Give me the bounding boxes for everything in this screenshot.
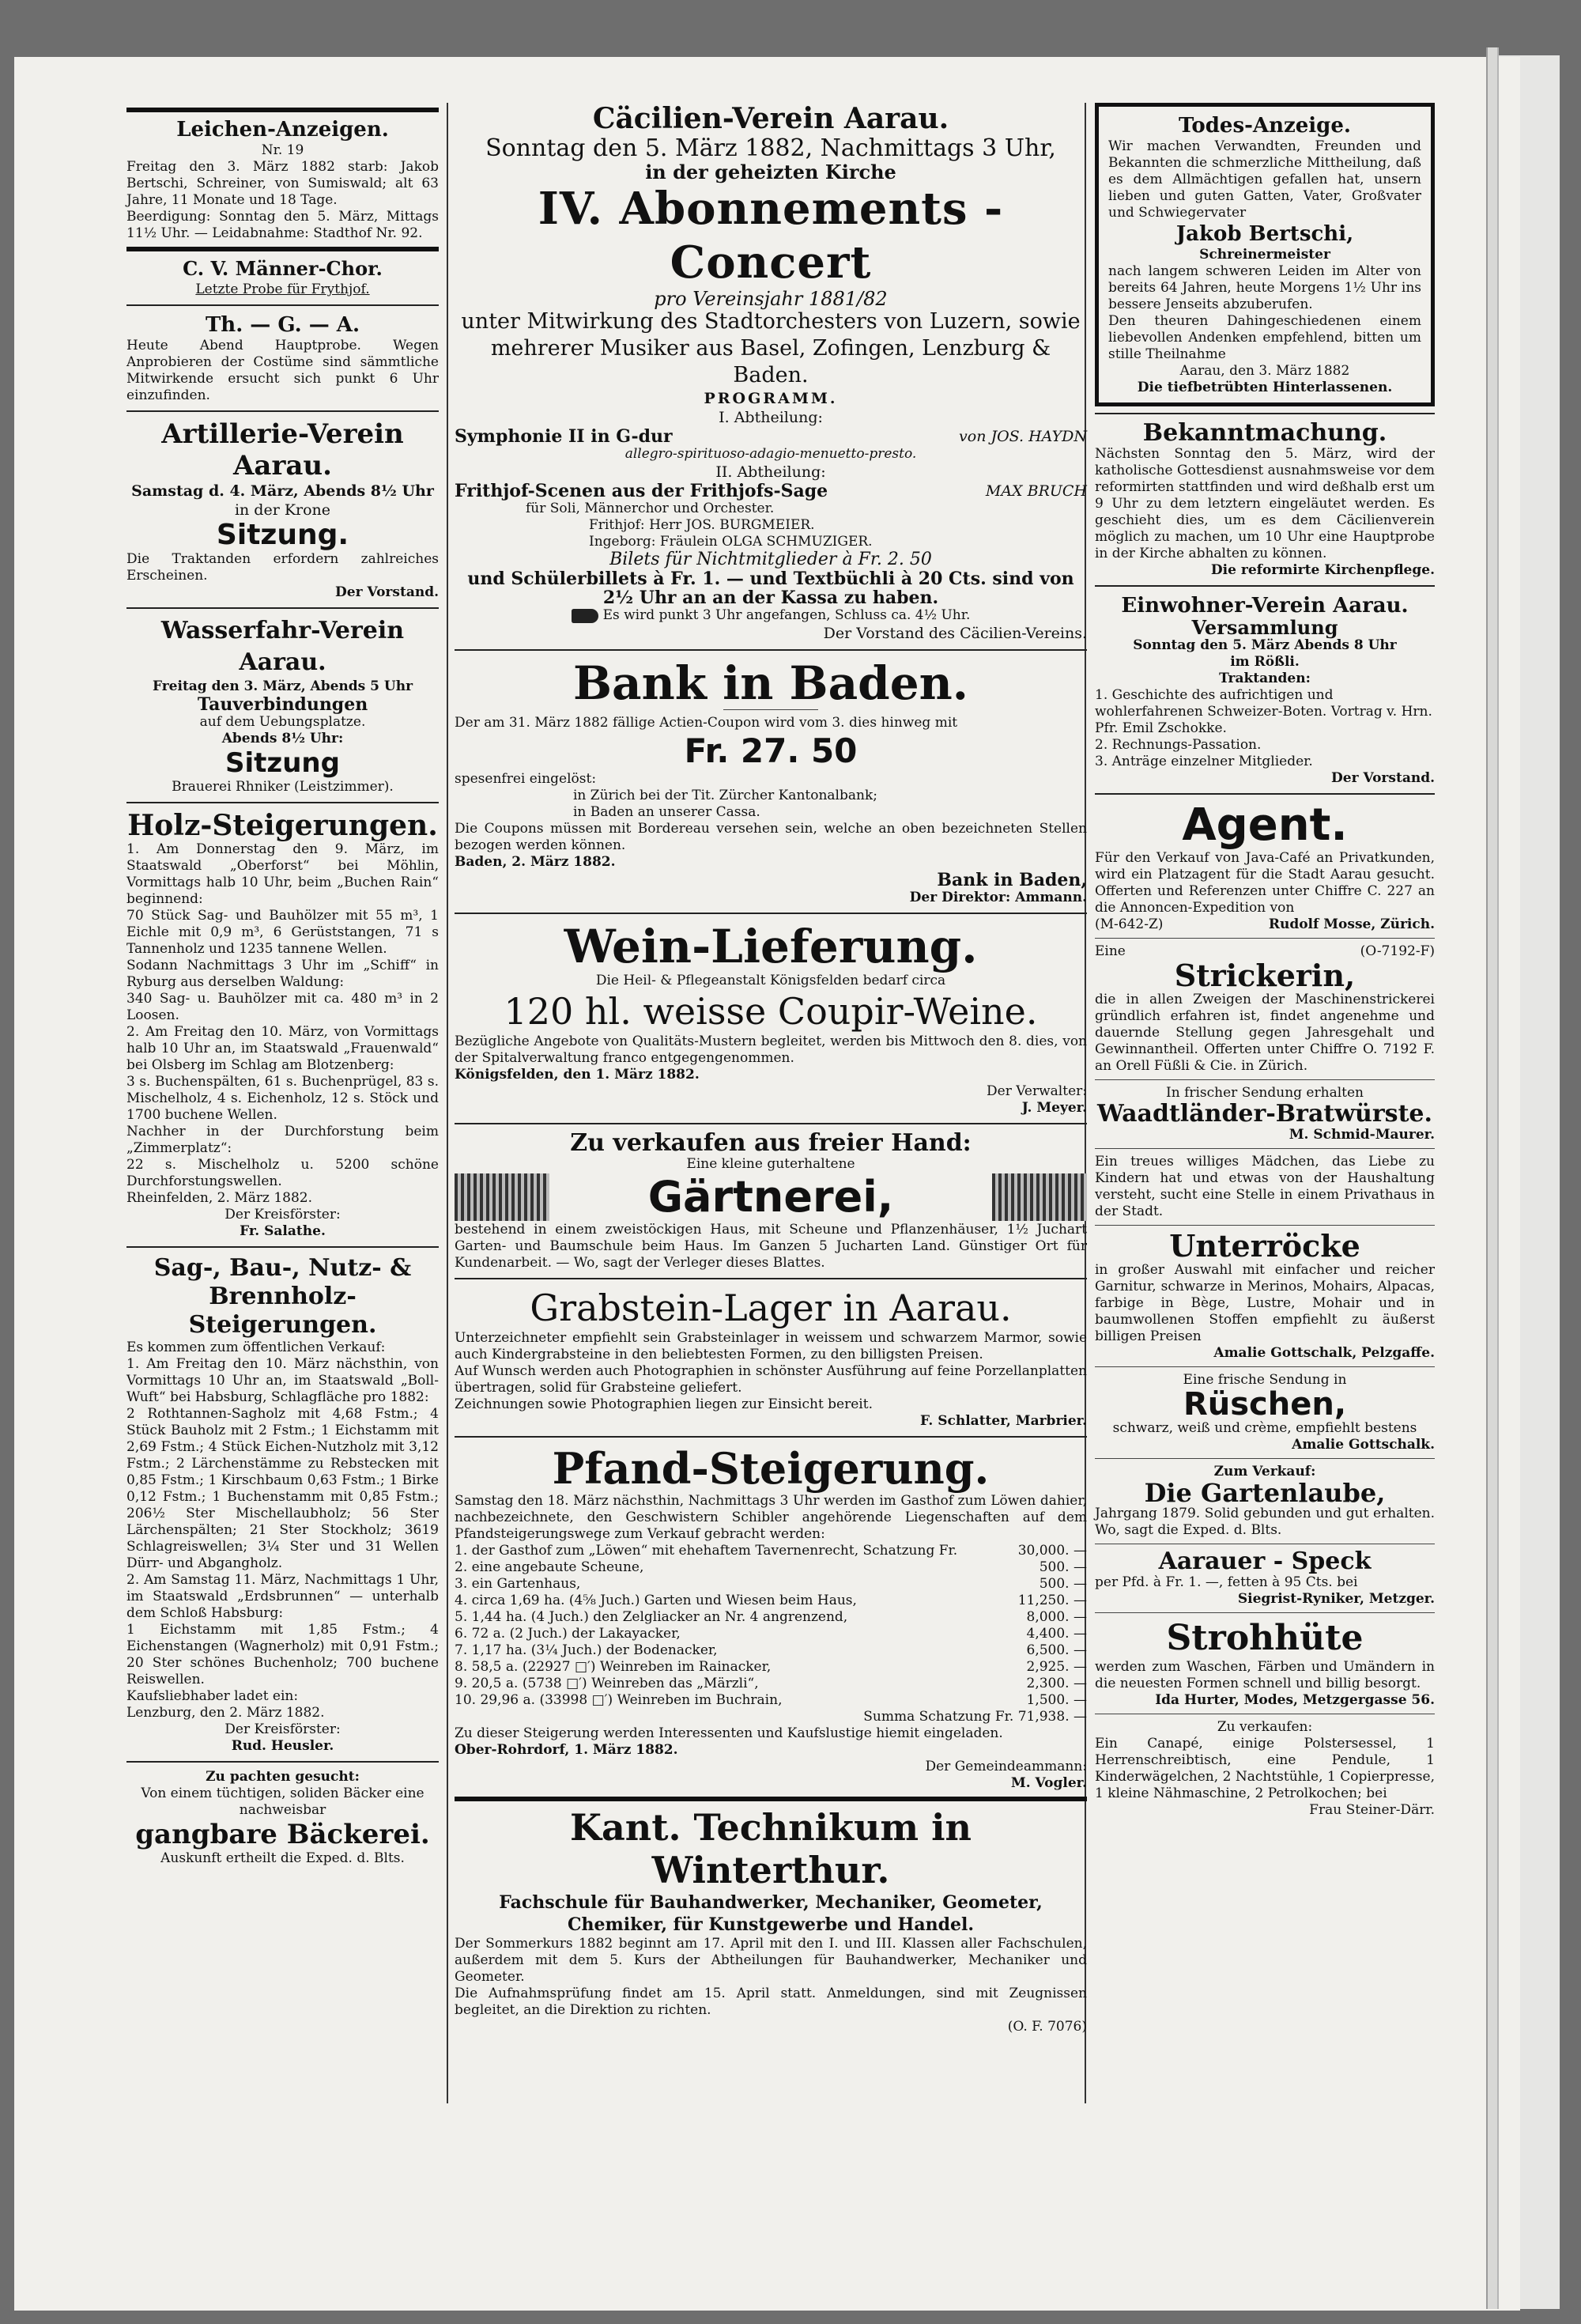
pfand-item-text: 9. 20,5 a. (5738 □′) Weinreben das „Märzli“, [455,1676,759,1691]
garten-title: Die Gartenlaube, [1144,1478,1386,1508]
pfand-item-value: 4,400. — [1026,1626,1087,1642]
holz-sig2: Fr. Salathe. [240,1223,326,1239]
pfand-item-value: 30,000. — [1017,1543,1087,1559]
unter-body: in großer Auswahl mit einfacher und reicher Garnitur, schwarze in Merinos, Mohairs, Alpacas, farbige in Bège, Lustre, Mohair und in baumwollenen Stoffen empfiehlt zu äußerst billigen Preisen [1095,1262,1435,1344]
pacht-foot: Auskunft ertheilt die Exped. d. Blts. [160,1850,405,1866]
caec-line1: Sonntag den 5. März 1882, Nachmittags 3 Uhr, [485,134,1056,162]
einw-t3: 3. Anträge einzelner Mitglieder. [1095,754,1313,769]
leichen-nr: Nr. 19 [261,142,304,158]
artillerie-sig: Der Vorstand. [335,584,439,600]
tech-body: Der Sommerkurs 1882 beginnt am 17. April mit den I. und III. Klassen aller Fachschulen, außerdem mit dem 5. Kurs der Abtheilungen für Bauhandwerker, Mechaniker und Geometer. [455,1936,1087,1985]
mad-body: Ein treues williges Mädchen, das Liebe zu Kindern hat und etwas von der Haushaltung versteht, sucht eine Stelle in einem Privathaus in der Stadt. [1095,1154,1435,1219]
grab-body2: Auf Wunsch werden auch Photographien in schönster Ausführung auf feine Porzellanplatten übertragen, solid für Grabsteine geliefert. [455,1363,1087,1396]
pfand-item-text: 4. circa 1,69 ha. (4⅝ Juch.) Garten und Wiesen beim Haus, [455,1593,857,1608]
tech-sub: Fachschule für Bauhandwerker, Mechaniker, Geometer, Chemiker, für Kunstgewerbe und Handel. [499,1892,1043,1935]
artillerie-sitzung: Sitzung. [216,519,349,551]
speck-sig: Siegrist-Ryniker, Metzger. [1237,1591,1435,1607]
pfand-item [455,1543,1087,1559]
sag-p2: 1. Am Freitag den 10. März nächsthin, von Vormittags 10 Uhr an, im Staatswald „Boll-Wuft“ bei Habsburg, Schlagfläche pro 1882: [126,1356,439,1405]
caec-abt2: II. Abtheilung: [715,463,826,481]
verk-title: Zu verkaufen: [1217,1719,1313,1735]
bank-title: Bank in Baden. [573,656,968,710]
todes-body: Wir machen Verwandten, Freunden und Bekannten die schmerzliche Mittheilung, daß es dem Allmächtigen gefallen hat, unsern lieben und guten Gatten, Vater, Großvater und Schwiegervater [1108,138,1421,221]
wurst-title: Waadtländer-Bratwürste. [1097,1100,1432,1128]
agent-body: Für den Verkauf von Java-Café an Privatkunden, wird ein Platzagent für die Stadt Aarau gesucht. Offerten und Referenzen unter Chiffre C. 227 an die Annoncen-Expedition von [1095,850,1435,916]
caec-solo2: Ingeborg: Fräulein OLGA SCHMUZIGER. [589,534,873,550]
garten-pre: Zum Verkauf: [1213,1464,1316,1479]
pfand-item-value: 2,300. — [1026,1676,1087,1691]
pfand-p2: Zu dieser Steigerung werden Interessenten und Kaufslustige hiemit eingeladen. [455,1725,1003,1741]
pfand-item [455,1676,1087,1692]
todes-sig: Die tiefbetrübten Hinterlassenen. [1137,380,1393,395]
wurst-sig: M. Schmid-Maurer. [1289,1127,1435,1143]
pfand-item-text: 3. ein Gartenhaus, [455,1576,581,1592]
wasser-line3: auf dem Uebungsplatze. [199,714,366,730]
wurst-pre: In frischer Sendung erhalten [1166,1085,1364,1101]
pfand-item-value: 8,000. — [1026,1609,1087,1625]
pfand-p1: Samstag den 18. März nächsthin, Nachmittags 3 Uhr werden im Gasthof zum Löwen dahier, nachbezeichnete, den Geschwistern Schibler angehörende Liegenschaften auf dem Pfandsteigerungswege zum Verkauf gebracht werden: [455,1493,1087,1542]
leichen-body: Freitag den 3. März 1882 starb: Jakob Bertschi, Schreiner, von Sumiswald; alt 63 Jahre, 11 Monate und 18 Tage. [126,159,439,208]
artillerie-line1: Samstag d. 4. März, Abends 8½ Uhr [131,482,434,500]
leichen-burial: Beerdigung: Sonntag den 5. März, Mittags 11½ Uhr. — Leidabnahme: Stadthof Nr. 92. [126,209,439,241]
wasser-line1: Freitag den 3. März, Abends 5 Uhr [152,678,413,694]
gaert-body: bestehend in einem zweistöckigen Haus, mit Scheune und Pflanzenhäuser, 1½ Juchart Garten- und Baumschule beim Haus. Im Ganzen 5 Jucharten Land. Günstiger Ort für Kundenarbeit. — Wo, sagt der Verleger dieses Blattes. [455,1222,1087,1271]
bank-sig1: Bank in Baden, [937,870,1087,890]
caec-line2: in der geheizten Kirche [645,161,896,183]
pfand-item [455,1642,1087,1659]
sag-sig2: Rud. Heusler. [231,1738,334,1754]
caec-symphonie: Symphonie II in G-dur [455,426,673,447]
bek-body: Nächsten Sonntag den 5. März, wird der katholische Gottesdienst ausnahmsweise vor dem reformirten stattfinden und wird deßhalb erst um 9 Uhr zu dem letztern eingeläutet werden. Es geschieht dies, um es dem Cäcilienverein möglich zu machen, um 10 Uhr eine Hauptprobe in der Kirche abhalten zu können. [1095,446,1435,561]
page-fold [1486,47,1499,2309]
leichen-title: Leichen-Anzeigen. [176,118,389,142]
sag-p4: 2. Am Samstag 11. März, Nachmittags 1 Uhr, im Staatswald „Erdsbrunnen“ — unterhalb dem Schloß Habsburg: [126,1572,439,1621]
artillerie-body: Die Traktanden erfordern zahlreiches Erscheinen. [126,551,439,584]
bank-amount: Fr. 27. 50 [684,731,858,770]
speck-body: per Pfd. à Fr. 1. —, fetten à 95 Cts. bei [1095,1574,1358,1590]
pfand-item-value: 2,925. — [1026,1659,1087,1675]
pacht-body: Von einem tüchtigen, soliden Bäcker eine nachweisbar [141,1786,424,1818]
caec-abt1: I. Abtheilung: [719,409,823,426]
holz-title: Holz-Steigerungen. [127,809,438,842]
holz-p8: 22 s. Mischelholz u. 5200 schöne Durchforstungswellen. [126,1157,439,1189]
pfand-item-value: 1,500. — [1026,1692,1087,1708]
stroh-body: werden zum Waschen, Färben und Umändern in die neuesten Formen schnell und billig besorgt. [1095,1659,1435,1691]
todes-name: Jakob Bertschi, [1175,222,1354,246]
caec-programm: PROGRAMM. [704,390,838,407]
todes-date: Aarau, den 3. März 1882 [1179,363,1350,379]
pfand-item-value: 500. — [1039,1559,1087,1575]
sag-p1: Es kommen zum öffentlichen Verkauf: [126,1340,386,1355]
pfand-item-value: 6,500. — [1026,1642,1087,1658]
greenhouse-illustration [992,1173,1087,1221]
holz-date: Rheinfelden, 2. März 1882. [126,1190,313,1206]
gaert-sub: Eine kleine guterhaltene [686,1156,855,1172]
strick-body: die in allen Zweigen der Maschinenstrickerei gründlich erfahren ist, findet angenehme und dauernde Stellung gegen Jahresgehalt und Gewinnantheil. Offerten unter Chiffre O. 7192 F. an Orell Füßli & Cie. in Zürich. [1095,992,1435,1074]
caec-sig: Der Vorstand des Cäcilien-Vereins. [823,625,1087,642]
pfand-item-text: 7. 1,17 ha. (3¼ Juch.) der Bodenacker, [455,1642,718,1658]
pacht-big: gangbare Bäckerei. [135,1819,430,1850]
wasser-title: Wasserfahr-Verein Aarau. [160,617,405,676]
todes-body2: nach langem schweren Leiden im Alter von bereits 64 Jahren, heute Morgens 1½ Uhr ins bessere Jenseits abzuberufen. [1108,263,1421,312]
einw-line: Sonntag den 5. März Abends 8 Uhr [1133,637,1397,653]
pfand-item [455,1692,1087,1709]
pfand-date: Ober-Rohrdorf, 1. März 1882. [455,1742,678,1758]
caec-bil2: und Schülerbillets à Fr. 1. — und Textbüchli à 20 Cts. sind von 2½ Uhr an an der Kassa zu haben. [467,569,1074,608]
pfand-item-text: 10. 29,96 a. (33998 □′) Weinreben im Buchrain, [455,1692,783,1708]
agent-sig: Rudolf Mosse, Zürich. [1268,916,1435,932]
pfand-item-value: 500. — [1039,1576,1087,1592]
bank-p1: Der am 31. März 1882 fällige Actien-Coupon wird vom 3. dies hinweg mit [455,715,958,731]
caec-bruch: MAX BRUCH [985,482,1087,500]
pfand-item-text: 6. 72 a. (2 Juch.) der Lakayacker, [455,1626,681,1642]
grab-sig: F. Schlatter, Marbrier. [920,1413,1087,1429]
garten-body: Jahrgang 1879. Solid gebunden und gut erhalten. Wo, sagt die Exped. d. Blts. [1095,1506,1435,1538]
todes-box [1095,103,1435,406]
strick-pre: Eine [1095,943,1126,959]
todes-body3: Den theuren Dahingeschiedenen einem liebevollen Andenken empfehlend, bitten um stille Theilnahme [1108,313,1421,362]
wasser-sitzung: Sitzung [225,747,340,779]
tech-title: Kant. Technikum in Winterthur. [569,1806,972,1891]
pfand-sum: Summa Schatzung Fr. 71,938. — [863,1709,1087,1725]
holz-p3: Sodann Nachmittags 3 Uhr im „Schiff“ in Ryburg aus derselben Waldung: [126,958,439,990]
unter-sig: Amalie Gottschalk, Pelzgaffe. [1213,1345,1435,1361]
pacht-title: Zu pachten gesucht: [206,1769,360,1785]
bank-p5: Die Coupons müssen mit Bordereau versehen sein, welche an oben bezeichneten Stellen bezogen werden können. [455,821,1087,853]
einw-sig: Der Vorstand. [1331,770,1435,786]
wein-p1: Die Heil- & Pflegeanstalt Königsfelden bedarf circa [595,973,946,988]
thga-body: Heute Abend Hauptprobe. Wegen Anprobieren der Costüme sind sämmtliche Mitwirkende ersucht sich punkt 6 Uhr einzufinden. [126,338,439,403]
column-right [1095,103,1435,1819]
gaert-big: Gärtnerei, [647,1172,894,1222]
caec-haydn: von JOS. HAYDN [959,428,1087,445]
artillerie-title: Artillerie-Verein Aarau. [161,418,404,482]
pfand-item-text: 8. 58,5 a. (22927 □′) Weinreben im Rainacker, [455,1659,772,1675]
grab-body: Unterzeichneter empfiehlt sein Grabsteinlager in weissem und schwarzem Marmor, sowie auch Kindergrabsteine in den beliebtesten Formen, zu den billigsten Preisen. [455,1330,1087,1362]
bank-p4: in Baden an unserer Cassa. [573,804,760,820]
agent-code: (M-642-Z) [1095,916,1164,932]
ruesch-sig: Amalie Gottschalk. [1292,1437,1435,1453]
einw-t1: 1. Geschichte des aufrichtigen und wohlerfahrenen Schweizer-Boten. Vortrag v. Hrn. Pfr. Emil Zschokke. [1095,687,1432,736]
speck-title: Aarauer - Speck [1158,1547,1372,1575]
pfand-item [455,1659,1087,1676]
pointing-hand-icon [572,609,598,623]
grab-title: Grabstein-Lager in Aarau. [530,1287,1012,1329]
wein-sig1: Der Verwalter: [987,1083,1087,1099]
wasser-line4: Abends 8½ Uhr: [221,731,344,746]
todes-role: Schreinermeister [1199,247,1330,263]
bank-sig2: Der Direktor: Ammann. [909,890,1087,905]
stroh-sig: Ida Hurter, Modes, Metzgergasse 56. [1155,1692,1435,1708]
sag-p3: 2 Rothtannen-Sagholz mit 4,68 Fstm.; 4 Stück Bauholz mit 2 Fstm.; 1 Eichstamm mit 2,69 Fstm.; 4 Stück Eichen-Nutzholz mit 3,12 Fstm.; 2 Lärchenstämme zu Rebstecken mit 0,85 Fstm.; 1 Kirschbaum 0,63 Fstm.; 1 Birke 0,12 Fstm.; 1 Buchenstamm mit 0,85 Fstm.; 206½ Ster Mischellaubholz; 56 Ster Lärchenspälten; 21 Ster Stockholz; 3619 Schlagreiswellen; 3¼ Ster und 31 Wellen Dürr- und Abgangholz. [126,1406,439,1571]
holz-p4: 340 Sag- u. Bauhölzer mit ca. 480 m³ in 2 Loosen. [126,991,439,1023]
caec-year: pro Vereinsjahr 1881/82 [654,288,888,310]
thga-title: Th. — G. — A. [205,313,360,337]
holz-p5: 2. Am Freitag den 10. März, von Vormittags halb 10 Uhr an, im Staatswald „Frauenwald“ bei Olsberg im Schlag am Blotzenberg: [126,1024,439,1073]
column-middle [455,103,1087,2035]
bank-date: Baden, 2. März 1882. [455,854,616,870]
wein-big: 120 hl. weisse Coupir-Weine. [504,990,1038,1033]
sag-sig1: Der Kreisförster: [225,1721,341,1737]
wein-date: Königsfelden, den 1. März 1882. [455,1067,700,1083]
column-rule-left [447,103,448,2103]
cv-body: Letzte Probe für Frythjof. [195,282,370,297]
pfand-item-value: 11,250. — [1017,1593,1087,1608]
wein-p2: Bezügliche Angebote von Qualitäts-Mustern begleitet, werden bis Mittwoch den 8. dies, von der Spitalverwaltung franco entgegengenommen. [455,1034,1087,1066]
wasser-line2: Tauverbindungen [197,694,368,715]
strick-title: Strickerin, [1174,958,1356,993]
caec-bil1: Bilets für Nichtmitglieder à Fr. 2. 50 [609,550,932,569]
holz-p7: Nachher in der Durchforstung beim „Zimmerplatz“: [126,1124,439,1156]
sag-date: Lenzburg, den 2. März 1882. [126,1705,325,1721]
ruesch-body: schwarz, weiß und crème, empfiehlt bestens [1112,1420,1417,1436]
einw-trak: Traktanden: [1219,671,1311,686]
todes-title: Todes-Anzeige. [1179,114,1351,138]
verk-sig: Frau Steiner-Därr. [1309,1802,1435,1818]
bank-p3: in Zürich bei der Tit. Zürcher Kantonalbank; [573,788,877,803]
stroh-title: Strohhüte [1166,1618,1364,1658]
caec-frith2: für Soli, Männerchor und Orchester. [526,501,775,516]
pfand-item [455,1576,1087,1593]
bek-sig: Die reformirte Kirchenpflege. [1210,562,1435,578]
pfand-sig2: M. Vogler. [1010,1775,1087,1791]
pfand-sig1: Der Gemeindeammann: [925,1759,1087,1774]
strick-code: (O-7192-F) [1360,943,1435,959]
unter-title: Unterröcke [1169,1228,1360,1264]
artillerie-line2: in der Krone [234,501,331,519]
sag-p5: 1 Eichstamm mit 1,85 Fstm.; 4 Eichenstangen (Wagnerholz) mit 0,91 Fstm.; 20 Ster schönes Buchenholz; 700 buchene Reiswellen. [126,1622,439,1687]
holz-p1: 1. Am Donnerstag den 9. März, im Staatswald „Oberforst“ bei Möhlin, Vormittags halb 10 Uhr, beim „Buchen Rain“ beginnend: [126,841,439,907]
holz-p6: 3 s. Buchenspälten, 61 s. Buchenprügel, 83 s. Mischelholz, 4 s. Eichenholz, 12 s. Stöck und 1700 buchene Wellen. [126,1074,439,1123]
caec-title: Cäcilien-Verein Aarau. [592,102,949,135]
grab-body3: Zeichnungen sowie Photographien liegen zur Einsicht bereit. [455,1396,873,1412]
cv-title: C. V. Männer-Chor. [183,257,383,280]
caec-line5: unter Mitwirkung des Stadtorchesters von Luzern, sowie mehrerer Musiker aus Basel, Zofingen, Lenzburg & Baden. [461,309,1081,387]
pfand-item-text: 5. 1,44 ha. (4 Juch.) den Zelgliacker an Nr. 4 angrenzend, [455,1609,848,1625]
wasser-line6: Brauerei Rhniker (Leistzimmer). [172,779,394,795]
tech-body2: Die Aufnahmsprüfung findet am 15. April statt. Anmeldungen, sind mit Zeugnissen begleitet, an die Direktion zu richten. [455,1986,1087,2018]
ruesch-title: Rüschen, [1183,1386,1347,1423]
holz-sig1: Der Kreisförster: [225,1207,341,1222]
einw-t2: 2. Rechnungs-Passation. [1095,737,1262,753]
tech-code: (O. F. 7076) [1007,2019,1087,2035]
gaert-title: Zu verkaufen aus freier Hand: [570,1129,972,1157]
sag-p6: Kaufsliebhaber ladet ein: [126,1688,299,1704]
column-left [126,103,439,1867]
pfand-title: Pfand-Steigerung. [552,1443,990,1494]
einw-sub: Versammlung [1191,616,1338,639]
pfand-item-text: 1. der Gasthof zum „Löwen“ mit ehehaftem Tavernenrecht, Schatzung Fr. [455,1543,958,1559]
pfand-item-text: 2. eine angebaute Scheune, [455,1559,644,1575]
caec-bil3: Es wird punkt 3 Uhr angefangen, Schluss ca. 4½ Uhr. [602,607,971,623]
wein-title: Wein-Lieferung. [564,920,978,973]
sag-title: Sag-, Bau-, Nutz- & Brennholz-Steigerungen. [153,1254,412,1339]
holz-p2: 70 Stück Sag- und Bauhölzer mit 55 m³, 1 Eichle mit 0,9 m³, 6 Gerüststangen, 71 s Tannenholz und 1235 tannene Wellen. [126,908,439,957]
bank-p2: spesenfrei eingelöst: [455,771,597,787]
garden-illustration [455,1173,549,1221]
ruesch-pre: Eine frische Sendung in [1183,1372,1347,1388]
wein-sig2: J. Meyer. [1021,1100,1087,1116]
caec-solo1: Frithjof: Herr JOS. BURGMEIER. [589,517,815,533]
pfand-item [455,1559,1087,1576]
caec-frithjof: Frithjof-Scenen aus der Frithjofs-Sage [455,481,828,501]
pfand-items-list [455,1543,1087,1709]
einw-line2: im Rößli. [1230,654,1300,670]
bek-title: Bekanntmachung. [1142,419,1387,447]
caec-sym-movements: allegro-spirituoso-adagio-menuetto-presto. [624,446,917,462]
verk-body: Ein Canapé, einige Polstersessel, 1 Herrenschreibtisch, eine Pendule, 1 Kinderwägelchen, 2 Nachtstühle, 1 Copierpresse, 1 kleine Nähmaschine, 2 Petrolkochen; bei [1095,1736,1435,1801]
pfand-item [455,1626,1087,1642]
pfand-item [455,1593,1087,1609]
einw-title: Einwohner-Verein Aarau. [1121,594,1409,618]
pfand-item [455,1609,1087,1626]
agent-title: Agent. [1182,799,1348,851]
caec-concert: IV. Abonnements - Concert [538,183,1004,289]
